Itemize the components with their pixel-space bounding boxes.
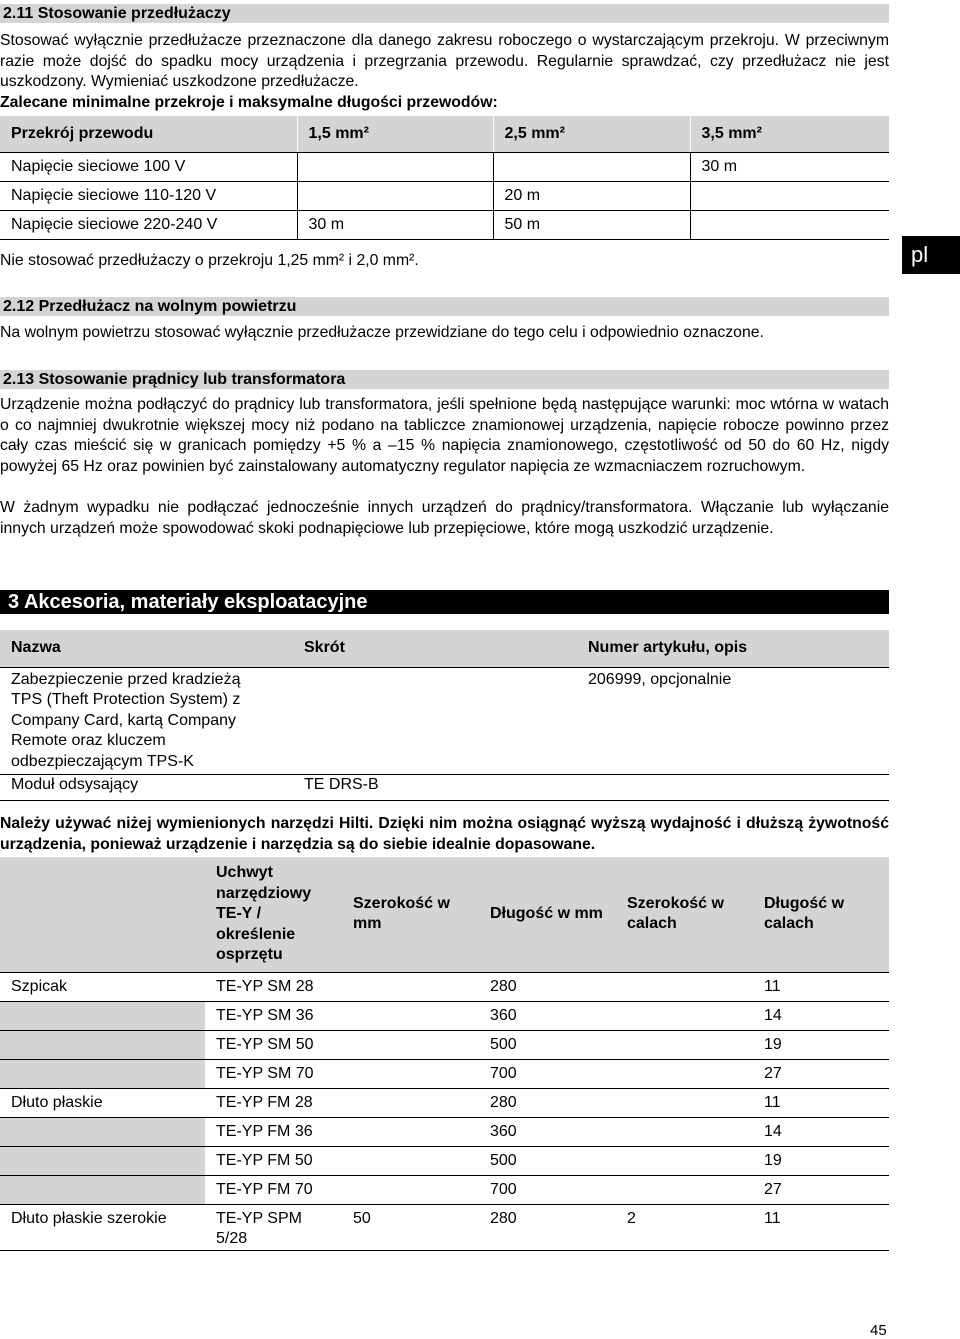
col-header: 2,5 mm² (493, 116, 690, 152)
table-cell: TE DRS-B (293, 774, 577, 800)
section-heading-2-13: 2.13 Stosowanie prądnicy lub transformatora (0, 370, 889, 389)
table-cell (0, 1117, 205, 1146)
table-cell: 500 (479, 1030, 616, 1059)
table-cell: 20 m (493, 181, 690, 210)
table-header-row (0, 630, 889, 667)
table-cell: 360 (479, 1117, 616, 1146)
table-cell: 206999, opcjonalnie (577, 667, 889, 774)
table-cell: Dłuto płaskie szerokie (0, 1204, 205, 1250)
table-row (0, 210, 889, 239)
table-cell: Dłuto płaskie (0, 1088, 205, 1117)
table-row (0, 667, 889, 774)
table-cell: 11 (753, 1204, 889, 1250)
table-cell: TE-YP SPM 5/28 (205, 1204, 342, 1250)
table-cell (616, 1030, 753, 1059)
table-cell (293, 667, 577, 774)
table-cell: Napięcie sieciowe 100 V (0, 152, 297, 181)
table-cell (342, 1117, 479, 1146)
recommended-sizes-label: Zalecane minimalne przekroje i maksymalne długości przewodów: (0, 94, 498, 111)
table-cell (342, 1030, 479, 1059)
generator-warning-paragraph: W żadnym wypadku nie podłączać jednocześnie innych urządzeń do prądnicy/transformatora. Włączanie lub wyłączanie innych urządzeń może spowodować skoki podnapięciowe lub przepięciowe, które mogą uszkodzić urządzenie. (0, 499, 889, 537)
table-row (0, 1001, 889, 1030)
table-cell: 700 (479, 1059, 616, 1088)
table-cell (690, 210, 889, 239)
table-cell (297, 181, 493, 210)
table-cell: 2 (616, 1204, 753, 1250)
col-header: Szerokość w mm (342, 857, 479, 972)
table-header-row (0, 116, 889, 152)
table-cell (0, 1175, 205, 1204)
table-cell: 700 (479, 1175, 616, 1204)
col-header (0, 857, 205, 972)
table-cell: 50 (342, 1204, 479, 1250)
col-header: Szerokość w calach (616, 857, 753, 972)
table-cell (342, 1175, 479, 1204)
col-header: Uchwyt narzędziowy TE-Y / określenie osprzętu (205, 857, 342, 972)
table-row (0, 152, 889, 181)
extension-cord-paragraph: Stosować wyłącznie przedłużacze przeznaczone dla danego zakresu roboczego o wystarczającym przekroju. W przeciwnym razie może dojść do spadku mocy urządzenia i przegrzania przewodu. Regularnie sprawdzać, czy przedłużacz nie jest uszkodzony. Wymieniać uszkodzone przedłużacze. (0, 32, 889, 90)
table-cell: 27 (753, 1059, 889, 1088)
table-cell (616, 1001, 753, 1030)
table-cell: TE-YP FM 36 (205, 1117, 342, 1146)
section-heading-2-11: 2.11 Stosowanie przedłużaczy (0, 4, 889, 23)
tools-note: Należy używać niżej wymienionych narzędzi Hilti. Dzięki nim można osiągnąć wyższą wydajność i dłuższą żywotność urządzenia, ponieważ urządzenie i narzędzia są do siebie idealnie dopasowane. (0, 815, 889, 853)
table-cell (616, 972, 753, 1001)
section-heading-2-12: 2.12 Przedłużacz na wolnym powietrzu (0, 297, 889, 316)
table-cell: 14 (753, 1117, 889, 1146)
col-header: Nazwa (0, 630, 293, 667)
col-header: Przekrój przewodu (0, 116, 297, 152)
table-cell: TE-YP SM 28 (205, 972, 342, 1001)
cable-size-table (0, 116, 889, 240)
table-cell: TE-YP SM 50 (205, 1030, 342, 1059)
table-cell: TE-YP FM 28 (205, 1088, 342, 1117)
table-cell: TE-YP FM 50 (205, 1146, 342, 1175)
table-cell: 500 (479, 1146, 616, 1175)
page-number: 45 (870, 1322, 887, 1339)
table-cell: Zabezpieczenie przed kradzieżą TPS (Theft Protection System) z Company Card, kartą Company Remote oraz kluczem odbezpieczającym TPS-K (0, 667, 293, 774)
table-cell: 30 m (297, 210, 493, 239)
accessories-table (0, 630, 889, 801)
table-cell (0, 1146, 205, 1175)
table-cell (342, 972, 479, 1001)
table-cell (0, 1001, 205, 1030)
table-cell: TE-YP SM 70 (205, 1059, 342, 1088)
table-cell (0, 1059, 205, 1088)
table-cell: 360 (479, 1001, 616, 1030)
table-row (0, 1146, 889, 1175)
table-cell (297, 152, 493, 181)
table-cell (616, 1117, 753, 1146)
col-header: 1,5 mm² (297, 116, 493, 152)
language-tab: pl (902, 236, 960, 274)
table-cell: Moduł odsysający (0, 774, 293, 800)
table-cell: 27 (753, 1175, 889, 1204)
table-cell (342, 1059, 479, 1088)
col-header: Długość w mm (479, 857, 616, 972)
table-cell (616, 1088, 753, 1117)
table-cell (616, 1175, 753, 1204)
table-cell: Szpicak (0, 972, 205, 1001)
table-row (0, 1204, 889, 1250)
table-cell: 50 m (493, 210, 690, 239)
table-cell (690, 181, 889, 210)
table-row (0, 1175, 889, 1204)
table-cell (342, 1088, 479, 1117)
col-header: Długość w calach (753, 857, 889, 972)
table-cell: 19 (753, 1146, 889, 1175)
table-cell (342, 1146, 479, 1175)
table-cell: Napięcie sieciowe 220-240 V (0, 210, 297, 239)
table-cell: Napięcie sieciowe 110-120 V (0, 181, 297, 210)
table-header-row (0, 857, 889, 972)
table-cell: 280 (479, 1088, 616, 1117)
table-row (0, 1030, 889, 1059)
cable-note: Nie stosować przedłużaczy o przekroju 1,25 mm² i 2,0 mm². (0, 252, 419, 269)
col-header: Numer artykułu, opis (577, 630, 889, 667)
table-cell: 30 m (690, 152, 889, 181)
outdoor-paragraph: Na wolnym powietrzu stosować wyłącznie przedłużacze przewidziane do tego celu i odpowiednio oznaczone. (0, 324, 764, 341)
tools-table (0, 857, 889, 1251)
table-row (0, 1088, 889, 1117)
table-cell: 14 (753, 1001, 889, 1030)
table-cell (577, 774, 889, 800)
table-row (0, 1059, 889, 1088)
table-cell: 280 (479, 1204, 616, 1250)
col-header: Skrót (293, 630, 577, 667)
table-cell: 280 (479, 972, 616, 1001)
table-row (0, 181, 889, 210)
table-cell (493, 152, 690, 181)
chapter-heading-3: 3 Akcesoria, materiały eksploatacyjne (0, 590, 889, 614)
table-row (0, 1117, 889, 1146)
table-cell (342, 1001, 479, 1030)
table-cell: 11 (753, 972, 889, 1001)
table-cell: 19 (753, 1030, 889, 1059)
table-cell: TE-YP FM 70 (205, 1175, 342, 1204)
table-cell (0, 1030, 205, 1059)
table-cell (616, 1146, 753, 1175)
table-row (0, 972, 889, 1001)
table-cell: 11 (753, 1088, 889, 1117)
table-row (0, 774, 889, 800)
table-cell (616, 1059, 753, 1088)
col-header: 3,5 mm² (690, 116, 889, 152)
table-cell: TE-YP SM 36 (205, 1001, 342, 1030)
generator-paragraph: Urządzenie można podłączyć do prądnicy lub transformatora, jeśli spełnione będą następujące warunki: moc wtórna w watach o co najmniej dwukrotnie większej mocy niż podano na tabliczce znamionowej urządzenia, napięcie robocze powinno przez cały czas mieścić się w granicach pomiędzy +5 % a –15 % napięcia znamionowego, częstotliwość od 50 do 60 Hz, nigdy powyżej 65 Hz oraz powinien być zainstalowany automatyczny regulator napięcia ze wzmacniaczem rozruchowym. (0, 396, 889, 475)
